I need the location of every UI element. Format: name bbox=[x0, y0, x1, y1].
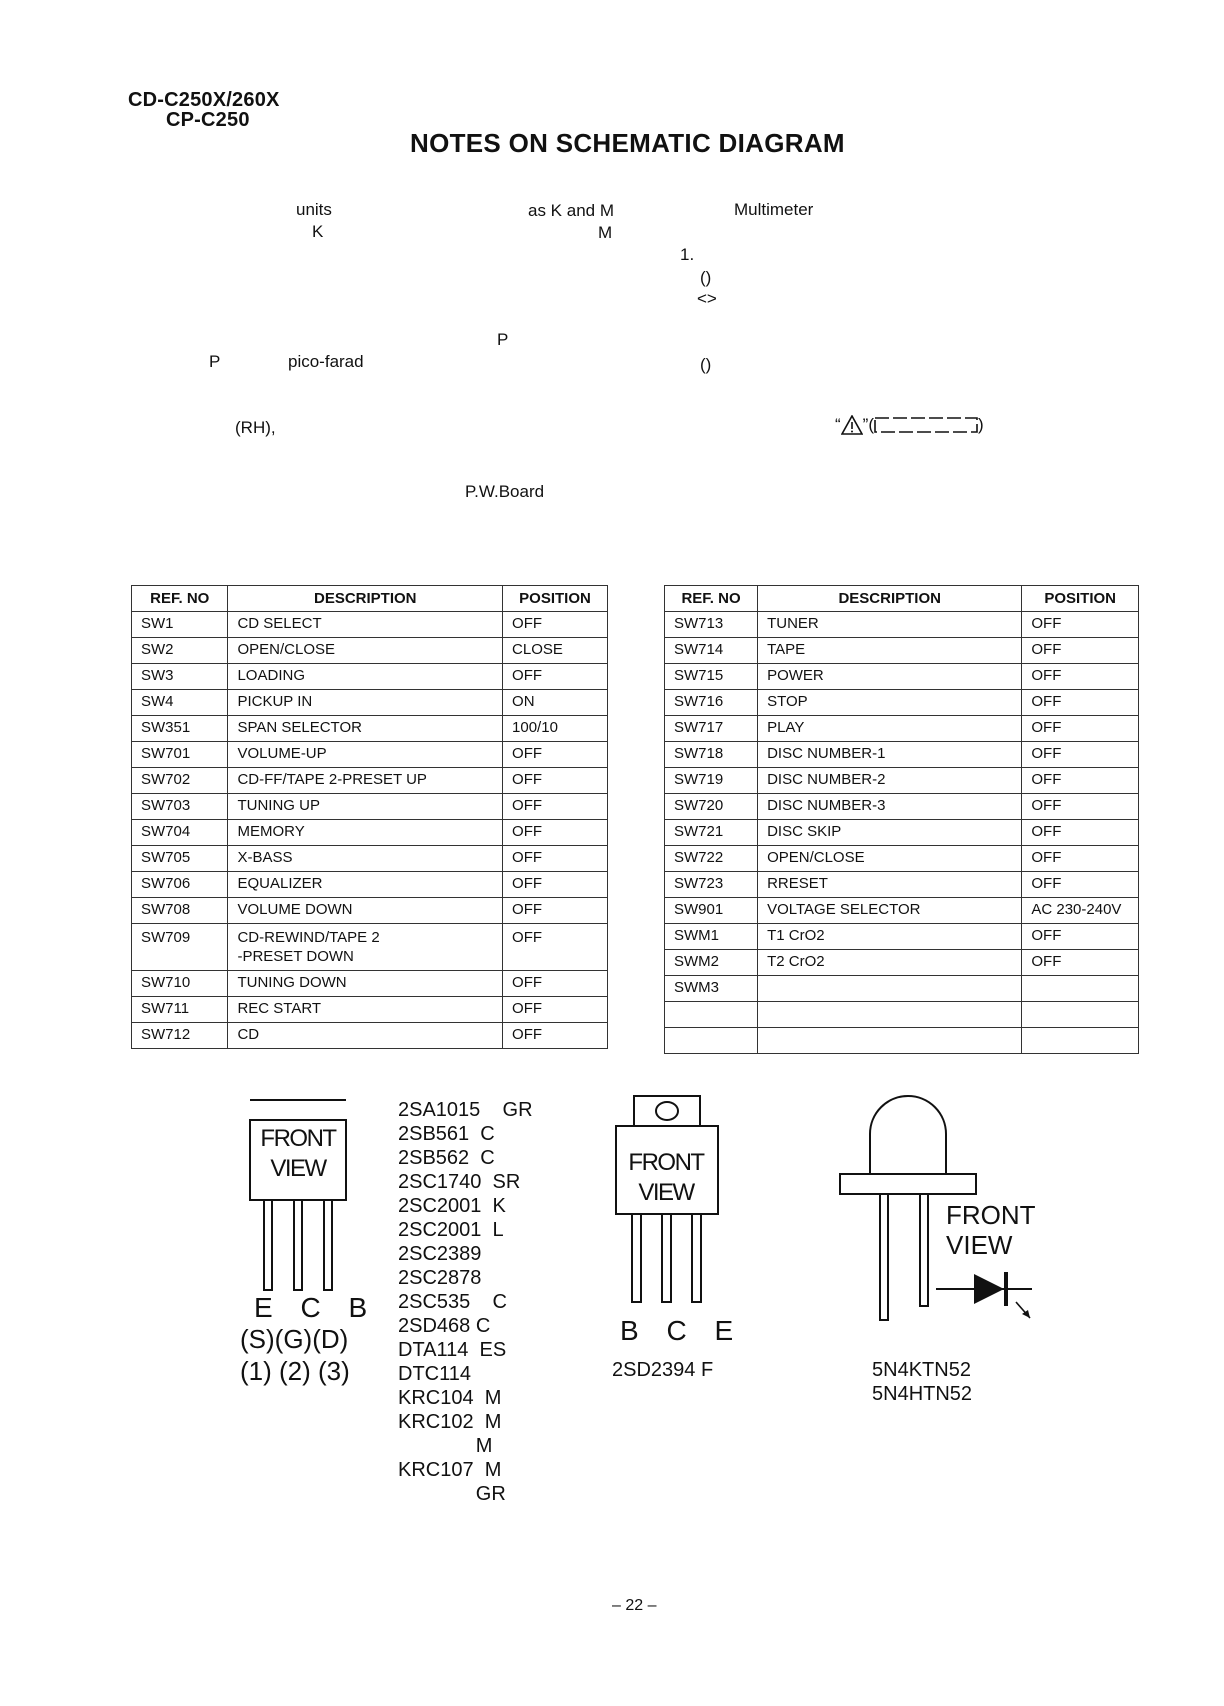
cell-description: DISC NUMBER-1 bbox=[758, 742, 1022, 768]
cell-position: OFF bbox=[1022, 794, 1139, 820]
table-row bbox=[665, 794, 1139, 820]
cell-description: PICKUP IN bbox=[228, 690, 503, 716]
table-row bbox=[132, 924, 608, 971]
table-row bbox=[132, 898, 608, 924]
cell-ref-no: SW715 bbox=[665, 664, 758, 690]
cell-ref-no: SW721 bbox=[665, 820, 758, 846]
cell-ref-no: SW703 bbox=[132, 794, 228, 820]
cell-ref-no: SW4 bbox=[132, 690, 228, 716]
cell-ref-no: SW2 bbox=[132, 638, 228, 664]
note-pw-board: P.W.Board bbox=[465, 482, 545, 501]
cell-description: PLAY bbox=[758, 716, 1022, 742]
cell-description: EQUALIZER bbox=[228, 872, 503, 898]
part-number: 2SB561 C bbox=[398, 1123, 495, 1145]
table-row bbox=[665, 664, 1139, 690]
cell-description: CD SELECT bbox=[228, 612, 503, 638]
cell-position: OFF bbox=[503, 768, 608, 794]
cell-ref-no: SW706 bbox=[132, 872, 228, 898]
cell-description: DISC SKIP bbox=[758, 820, 1022, 846]
col-description: DESCRIPTION bbox=[758, 586, 1022, 612]
part-number: 2SC2389 bbox=[398, 1243, 482, 1265]
part-number: KRC102 M bbox=[398, 1411, 502, 1433]
cell-ref-no: SW714 bbox=[665, 638, 758, 664]
cell-position: OFF bbox=[1022, 638, 1139, 664]
cell-ref-no: SW716 bbox=[665, 690, 758, 716]
cell-ref-no: SWM3 bbox=[665, 976, 758, 1002]
table-row bbox=[665, 1028, 1139, 1054]
cell-description bbox=[758, 1002, 1022, 1028]
note-angle-brackets: <> bbox=[697, 289, 717, 308]
cell-ref-no: SW705 bbox=[132, 846, 228, 872]
transistor2-pin-labels: B C E bbox=[620, 1315, 744, 1346]
cell-ref-no: SW709 bbox=[132, 924, 228, 971]
table-row bbox=[132, 872, 608, 898]
cell-position: ON bbox=[503, 690, 608, 716]
table-row bbox=[132, 664, 608, 690]
warning-symbol-note bbox=[835, 415, 984, 435]
cell-description: TUNER bbox=[758, 612, 1022, 638]
part-number: GR bbox=[398, 1483, 506, 1505]
cell-description: T1 CrO2 bbox=[758, 924, 1022, 950]
cell-position: OFF bbox=[503, 898, 608, 924]
table-row bbox=[665, 846, 1139, 872]
part-number: 2SA1015 GR bbox=[398, 1099, 533, 1121]
switch-table-left bbox=[131, 585, 608, 1049]
cell-position: OFF bbox=[1022, 742, 1139, 768]
cell-position: 100/10 bbox=[503, 716, 608, 742]
cell-description-line2: -PRESET DOWN bbox=[237, 948, 354, 965]
part-number: KRC104 M bbox=[398, 1387, 502, 1409]
page-number: – 22 – bbox=[612, 1597, 657, 1614]
note-multimeter: Multimeter bbox=[734, 200, 814, 219]
part-number: KRC107 M bbox=[398, 1459, 502, 1481]
cell-position: OFF bbox=[503, 997, 608, 1023]
cell-description-line1: CD-REWIND/TAPE 2 bbox=[237, 929, 380, 946]
led-diode-symbol-icon bbox=[936, 1272, 1032, 1318]
cell-ref-no: SW901 bbox=[665, 898, 758, 924]
cell-ref-no: SW712 bbox=[132, 1023, 228, 1049]
table-row bbox=[665, 768, 1139, 794]
cell-position: CLOSE bbox=[503, 638, 608, 664]
cell-position: OFF bbox=[1022, 950, 1139, 976]
cell-description: CD bbox=[228, 1023, 503, 1049]
table-row bbox=[132, 846, 608, 872]
table-row bbox=[665, 924, 1139, 950]
cell-description: SPAN SELECTOR bbox=[228, 716, 503, 742]
part-number: 2SB562 C bbox=[398, 1147, 495, 1169]
table-row bbox=[665, 716, 1139, 742]
col-position: POSITION bbox=[503, 586, 608, 612]
cell-position: OFF bbox=[1022, 820, 1139, 846]
cell-description: TUNING UP bbox=[228, 794, 503, 820]
col-ref-no: REF. NO bbox=[132, 586, 228, 612]
table-row bbox=[132, 1023, 608, 1049]
cell-description: TUNING DOWN bbox=[228, 971, 503, 997]
table-header-row bbox=[665, 586, 1139, 612]
table-row bbox=[132, 820, 608, 846]
cell-position: OFF bbox=[1022, 924, 1139, 950]
cell-ref-no: SWM2 bbox=[665, 950, 758, 976]
cell-ref-no: SW3 bbox=[132, 664, 228, 690]
note-item-1: 1. bbox=[680, 245, 695, 264]
part-number: DTA114 ES bbox=[398, 1339, 507, 1361]
part-number: 2SC1740 SR bbox=[398, 1171, 521, 1193]
note-k-and-m: as K and M bbox=[528, 201, 614, 220]
transistor1-pin-labels: E C B bbox=[254, 1292, 378, 1323]
cell-ref-no: SW720 bbox=[665, 794, 758, 820]
cell-position: OFF bbox=[1022, 716, 1139, 742]
switch-table-right bbox=[664, 585, 1139, 1054]
cell-description: DISC NUMBER-2 bbox=[758, 768, 1022, 794]
note-pico-farad: pico-farad bbox=[288, 352, 364, 371]
table-row bbox=[132, 971, 608, 997]
cell-description: LOADING bbox=[228, 664, 503, 690]
cell-ref-no: SW722 bbox=[665, 846, 758, 872]
note-parens-1: () bbox=[700, 268, 712, 287]
cell-description: VOLTAGE SELECTOR bbox=[758, 898, 1022, 924]
cell-position: OFF bbox=[503, 794, 608, 820]
cell-position: OFF bbox=[1022, 690, 1139, 716]
part-number: DTC114 bbox=[398, 1363, 471, 1385]
cell-position: OFF bbox=[503, 612, 608, 638]
cell-ref-no: SW718 bbox=[665, 742, 758, 768]
part-number: 2SC2001 K bbox=[398, 1195, 506, 1217]
table-row bbox=[665, 612, 1139, 638]
model-number-line1: CD-C250X/260X bbox=[128, 89, 280, 111]
cell-description bbox=[758, 1028, 1022, 1054]
cell-ref-no: SW351 bbox=[132, 716, 228, 742]
cell-position bbox=[1022, 1028, 1139, 1054]
note-p-2: P bbox=[209, 352, 221, 371]
table-row bbox=[665, 638, 1139, 664]
note-units: units bbox=[296, 200, 332, 219]
cell-position: OFF bbox=[1022, 846, 1139, 872]
note-m: M bbox=[598, 223, 613, 242]
transistor1-pin-numbers: (1) (2) (3) bbox=[240, 1356, 350, 1386]
cell-ref-no: SW713 bbox=[665, 612, 758, 638]
warn-quote-close: ”( bbox=[862, 415, 874, 434]
warning-triangle-icon bbox=[841, 415, 863, 435]
cell-ref-no: SW702 bbox=[132, 768, 228, 794]
warn-paren-close: ) bbox=[978, 415, 984, 434]
part-number: M bbox=[398, 1435, 493, 1457]
cell-position: OFF bbox=[503, 872, 608, 898]
cell-position: OFF bbox=[503, 1023, 608, 1049]
table-row bbox=[132, 612, 608, 638]
table-row bbox=[665, 690, 1139, 716]
cell-position: OFF bbox=[503, 846, 608, 872]
cell-position bbox=[1022, 1002, 1139, 1028]
table-row bbox=[665, 1002, 1139, 1028]
note-p-1: P bbox=[497, 330, 509, 349]
cell-position: OFF bbox=[1022, 612, 1139, 638]
transistor1-part-list bbox=[398, 1098, 533, 1506]
note-k: K bbox=[312, 222, 324, 241]
note-rh: (RH), bbox=[235, 418, 276, 437]
cell-position: OFF bbox=[503, 664, 608, 690]
cell-description: REC START bbox=[228, 997, 503, 1023]
cell-ref-no: SW710 bbox=[132, 971, 228, 997]
table-row bbox=[665, 898, 1139, 924]
cell-description: RRESET bbox=[758, 872, 1022, 898]
cell-position: OFF bbox=[1022, 768, 1139, 794]
cell-ref-no: SW704 bbox=[132, 820, 228, 846]
dashed-box-icon bbox=[874, 416, 978, 434]
cell-position: OFF bbox=[503, 742, 608, 768]
table-row bbox=[132, 997, 608, 1023]
cell-description: OPEN/CLOSE bbox=[228, 638, 503, 664]
led-view-label: VIEW bbox=[946, 1230, 1013, 1260]
cell-description: STOP bbox=[758, 690, 1022, 716]
cell-position: OFF bbox=[1022, 664, 1139, 690]
table-row bbox=[132, 768, 608, 794]
col-position: POSITION bbox=[1022, 586, 1139, 612]
transistor2-part-number: 2SD2394 F bbox=[612, 1359, 714, 1381]
cell-ref-no bbox=[665, 1028, 758, 1054]
cell-ref-no: SW723 bbox=[665, 872, 758, 898]
table-header-row bbox=[132, 586, 608, 612]
part-number: 2SC535 C bbox=[398, 1291, 507, 1313]
table-row bbox=[665, 820, 1139, 846]
model-number-line2: CP-C250 bbox=[166, 109, 250, 131]
cell-position: AC 230-240V bbox=[1022, 898, 1139, 924]
col-description: DESCRIPTION bbox=[228, 586, 503, 612]
table-row bbox=[665, 742, 1139, 768]
cell-ref-no: SW701 bbox=[132, 742, 228, 768]
table-row bbox=[132, 742, 608, 768]
cell-position: OFF bbox=[503, 971, 608, 997]
cell-position bbox=[1022, 976, 1139, 1002]
warn-quote-open: “ bbox=[835, 415, 841, 434]
table-row bbox=[132, 794, 608, 820]
cell-ref-no: SW711 bbox=[132, 997, 228, 1023]
cell-description: DISC NUMBER-3 bbox=[758, 794, 1022, 820]
cell-description: OPEN/CLOSE bbox=[758, 846, 1022, 872]
cell-description: T2 CrO2 bbox=[758, 950, 1022, 976]
cell-ref-no: SWM1 bbox=[665, 924, 758, 950]
cell-position: OFF bbox=[1022, 872, 1139, 898]
cell-description: TAPE bbox=[758, 638, 1022, 664]
part-number: 2SD468 C bbox=[398, 1315, 491, 1337]
cell-ref-no bbox=[665, 1002, 758, 1028]
led-part-number-1: 5N4KTN52 bbox=[872, 1359, 971, 1381]
table-row bbox=[132, 638, 608, 664]
part-number: 2SC2001 L bbox=[398, 1219, 504, 1241]
table-row bbox=[665, 950, 1139, 976]
led-part-number-2: 5N4HTN52 bbox=[872, 1383, 973, 1405]
cell-position: OFF bbox=[503, 924, 608, 971]
transistor1-view-label: VIEW bbox=[270, 1155, 326, 1182]
transistor1-pin-labels-fet: (S)(G)(D) bbox=[240, 1324, 349, 1354]
table-row bbox=[132, 690, 608, 716]
cell-description: POWER bbox=[758, 664, 1022, 690]
table-row bbox=[665, 872, 1139, 898]
transistor2-view-label: VIEW bbox=[638, 1179, 694, 1206]
page-title: NOTES ON SCHEMATIC DIAGRAM bbox=[410, 128, 845, 158]
note-parens-2: () bbox=[700, 355, 712, 374]
led-front-label: FRONT bbox=[946, 1200, 1036, 1230]
cell-description: MEMORY bbox=[228, 820, 503, 846]
table-row bbox=[665, 976, 1139, 1002]
transistor2-front-label: FRONT bbox=[628, 1149, 704, 1176]
transistor1-front-label: FRONT bbox=[260, 1125, 336, 1152]
cell-description: VOLUME-UP bbox=[228, 742, 503, 768]
cell-description: X-BASS bbox=[228, 846, 503, 872]
cell-description: VOLUME DOWN bbox=[228, 898, 503, 924]
cell-ref-no: SW1 bbox=[132, 612, 228, 638]
transistor-front-view-drawing bbox=[240, 1090, 360, 1300]
table-row bbox=[132, 716, 608, 742]
part-number: 2SC2878 bbox=[398, 1267, 482, 1289]
cell-description bbox=[228, 924, 503, 971]
cell-ref-no: SW708 bbox=[132, 898, 228, 924]
cell-ref-no: SW717 bbox=[665, 716, 758, 742]
cell-description bbox=[758, 976, 1022, 1002]
cell-position: OFF bbox=[503, 820, 608, 846]
cell-description: CD-FF/TAPE 2-PRESET UP bbox=[228, 768, 503, 794]
col-ref-no: REF. NO bbox=[665, 586, 758, 612]
cell-ref-no: SW719 bbox=[665, 768, 758, 794]
